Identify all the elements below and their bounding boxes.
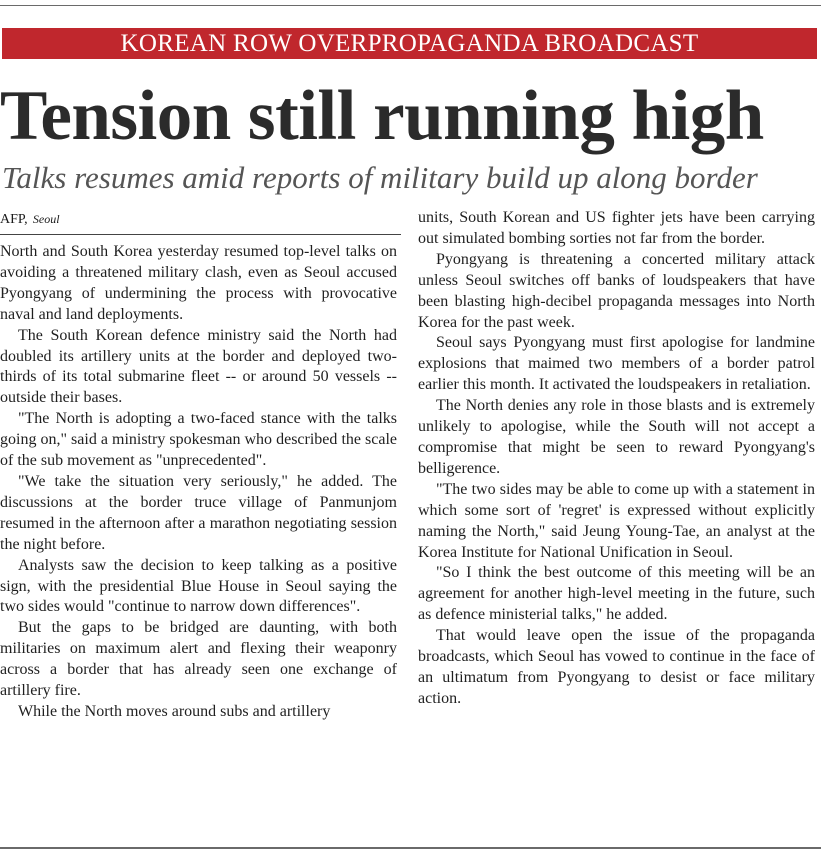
paragraph: "We take the situation very seriously," he added. The discussions at the border truce village of Panmunjom resumed in the afternoon after a marathon negotiating session the night before.	[0, 472, 397, 553]
article-column-right	[418, 208, 815, 710]
paragraph: "The two sides may be able to come up with a statement in which some sort of 'regret' is expressed without explicitly naming the North," said Jeung Young-Tae, an analyst at the Korea Institute for National Unification in Seoul.	[418, 480, 815, 561]
section-kicker: KOREAN ROW OVERPROPAGANDA BROADCAST	[2, 28, 817, 59]
paragraph: Analysts saw the decision to keep talking as a positive sign, with the presidential Blue House in Seoul saying the two sides would "continue to narrow down differences".	[0, 556, 397, 616]
subheadline: Talks resumes amid reports of military build up along border	[2, 160, 758, 195]
top-rule	[0, 5, 821, 6]
paragraph: That would leave open the issue of the propaganda broadcasts, which Seoul has vowed to continue in the face of an ultimatum from Pyongyang to desist or face military action.	[418, 627, 815, 707]
paragraph: The North denies any role in those blasts and is extremely unlikely to apologise, while the South will not accept a compromise that might be seen to reward Pyongyang's belligerence.	[418, 397, 815, 477]
headline: Tension still running high	[0, 77, 764, 155]
byline-agency: AFP,	[0, 212, 28, 227]
paragraph: North and South Korea yesterday resumed top-level talks on avoiding a threatened military clash, even as Seoul accused Pyongyang of undermining the process with provocative naval and land deployments.	[0, 243, 397, 323]
paragraph: The South Korean defence ministry said the North had doubled its artillery units at the border and deployed two-thirds of its total submarine fleet -- or around 50 vessels -- outside their bases.	[0, 326, 397, 407]
paragraph: "So I think the best outcome of this meeting will be an agreement for another high-level meeting in the future, such as defence ministerial talks," he added.	[418, 564, 815, 624]
paragraph: units, South Korean and US fighter jets have been carrying out simulated bombing sorties not far from the border.	[418, 209, 815, 247]
article-column-left	[0, 242, 397, 723]
byline-dateline: Seoul	[32, 212, 60, 226]
paragraph: While the North moves around subs and artillery	[18, 702, 331, 720]
paragraph: Seoul says Pyongyang must first apologise for landmine explosions that maimed two members of a border patrol earlier this month. It activated the loudspeakers in retaliation.	[418, 334, 815, 394]
byline	[0, 209, 400, 230]
paragraph: "The North is adopting a two-faced stance with the talks going on," said a ministry spokesman who described the scale of the sub movement as "unprecedented".	[0, 410, 397, 470]
paragraph: Pyongyang is threatening a concerted military attack unless Seoul switches off banks of loudspeakers that have been blasting high-decibel propaganda messages into North Korea for the past week.	[418, 250, 815, 331]
byline-rule	[0, 234, 401, 235]
bottom-rule	[0, 847, 821, 849]
paragraph: But the gaps to be bridged are daunting, with both militaries on maximum alert and flexing their weaponry across a border that has already seen one exchange of artillery fire.	[0, 619, 397, 700]
